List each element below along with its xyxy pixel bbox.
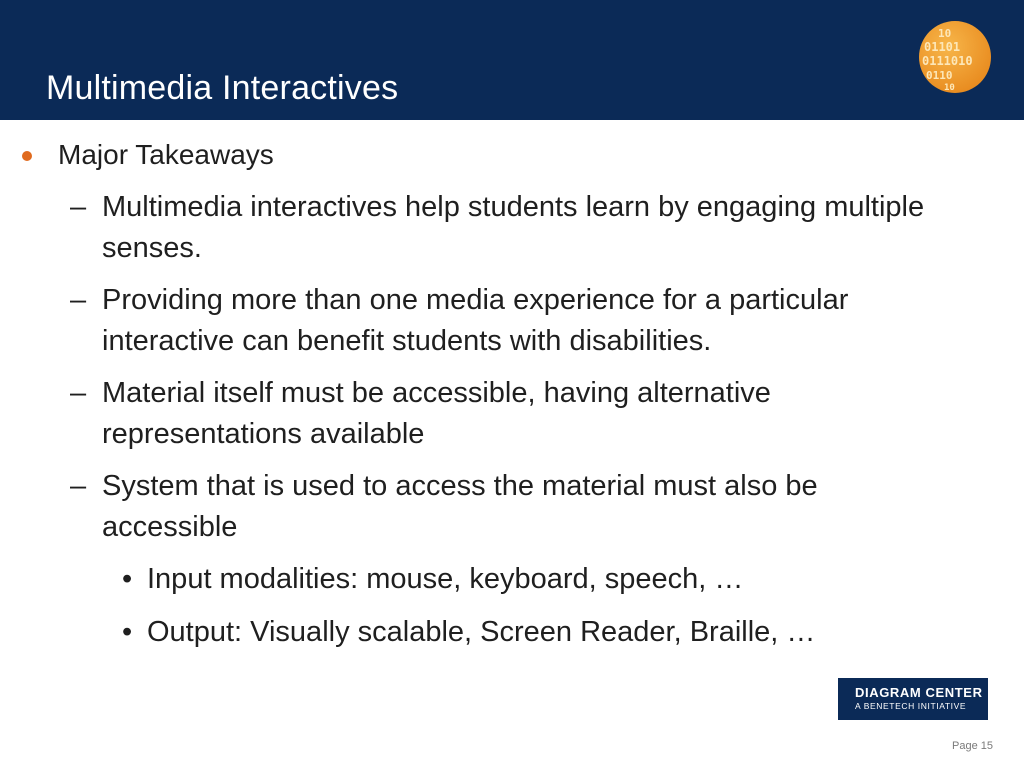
list-item-text: Multimedia interactives help students learn by engaging multiple senses. <box>102 191 925 264</box>
sub-list-item-text: Output: Visually scalable, Screen Reader, Braille, … <box>147 616 816 648</box>
list-item-text: Providing more than one media experience for a particular interactive can benefit students with disabilities. <box>102 284 849 357</box>
slide-title: Multimedia Interactives <box>46 69 399 107</box>
svg-text:10: 10 <box>938 27 952 40</box>
diagram-center-logo <box>838 678 988 720</box>
list-item-text: System that is used to access the material must also be accessible <box>102 470 818 543</box>
dash-marker: – <box>70 284 87 316</box>
svg-text:0110: 0110 <box>926 69 953 82</box>
dash-marker: – <box>70 191 87 223</box>
dash-marker: – <box>70 470 87 502</box>
list-item-text: Material itself must be accessible, having alternative representations available <box>102 377 771 450</box>
sub-list-item-text: Input modalities: mouse, keyboard, speech, … <box>147 563 744 595</box>
slide-header <box>0 0 1024 120</box>
logo-line-2: A BENETECH INITIATIVE <box>855 701 967 711</box>
bullet-marker: • <box>122 616 133 648</box>
svg-text:10: 10 <box>944 83 955 93</box>
major-takeaways-heading: Major Takeaways <box>58 139 274 170</box>
logo-line-1: DIAGRAM CENTER <box>855 685 983 700</box>
dash-marker: – <box>70 377 87 409</box>
bullet-marker: • <box>122 563 133 595</box>
svg-text:0111010: 0111010 <box>922 54 973 68</box>
svg-text:01101: 01101 <box>924 40 961 54</box>
page-number: Page 15 <box>952 740 993 752</box>
binary-globe-icon <box>918 20 992 94</box>
bullet-dot <box>22 151 32 161</box>
